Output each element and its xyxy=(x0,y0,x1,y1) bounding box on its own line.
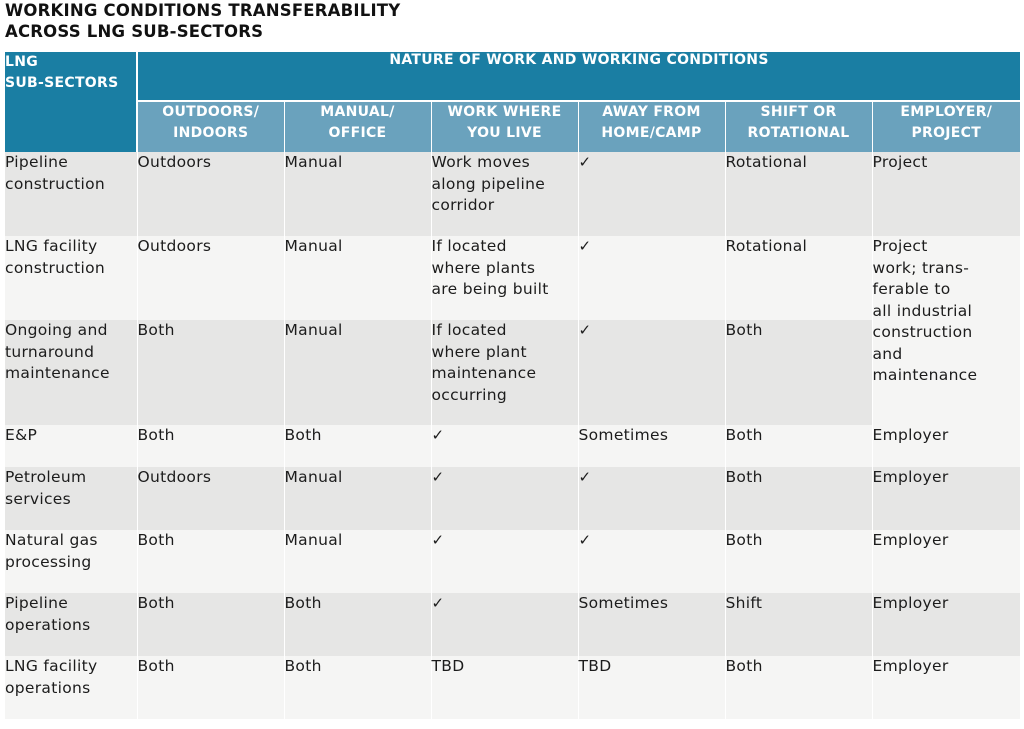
away-cell: ✓ xyxy=(578,152,725,236)
work-where-line: Work moves xyxy=(431,153,531,171)
sector-cell xyxy=(5,152,137,236)
column-header-line: AWAY FROM xyxy=(602,104,701,120)
work-where-cell: ✓ xyxy=(431,425,578,467)
work-where-cell: ✓ xyxy=(431,530,578,593)
outdoors-cell: Both xyxy=(137,320,284,425)
sector-line: LNG facility xyxy=(5,657,98,675)
work-where-line: where plant xyxy=(431,342,527,361)
manual-cell: Manual xyxy=(284,320,431,425)
column-header-line: YOU LIVE xyxy=(467,125,542,141)
away-cell: ✓ xyxy=(578,467,725,530)
employer-line: maintenance xyxy=(872,366,978,384)
column-header-line: EMPLOYER/ xyxy=(900,104,993,120)
sector-line: construction xyxy=(5,174,105,193)
column-header-line: PROJECT xyxy=(911,125,982,141)
work-where-cell: ✓ xyxy=(431,593,578,656)
title-line-2: ACROSS LNG SUB-SECTORS xyxy=(5,22,264,41)
sector-cell xyxy=(5,593,137,656)
employer-line: construction xyxy=(872,323,973,341)
employer-cell: Employer xyxy=(872,656,1020,719)
outdoors-cell: Outdoors xyxy=(137,152,284,236)
column-header-line: HOME/CAMP xyxy=(601,125,702,141)
sector-cell xyxy=(5,236,137,320)
shift-cell: Shift xyxy=(725,593,872,656)
column-header-line: ROTATIONAL xyxy=(747,125,850,141)
manual-cell: Manual xyxy=(284,152,431,236)
table-row xyxy=(5,236,1020,320)
away-cell: ✓ xyxy=(578,530,725,593)
manual-cell: Both xyxy=(284,425,431,467)
sector-line: Ongoing and xyxy=(5,321,108,339)
work-where-cell: ✓ xyxy=(431,467,578,530)
employer-line: work; trans- xyxy=(872,258,970,277)
sector-cell xyxy=(5,467,137,530)
away-cell: TBD xyxy=(578,656,725,719)
work-where-line: If located xyxy=(431,237,507,255)
work-where-cell xyxy=(431,320,578,425)
column-header-line: OUTDOORS/ xyxy=(162,104,260,120)
sector-line: operations xyxy=(5,678,91,697)
column-header-line: SHIFT OR xyxy=(760,104,837,120)
outdoors-cell: Both xyxy=(137,530,284,593)
away-cell: Sometimes xyxy=(578,593,725,656)
work-where-cell xyxy=(431,236,578,320)
sector-line: maintenance xyxy=(5,364,110,382)
manual-cell: Both xyxy=(284,593,431,656)
column-header-shift xyxy=(725,101,872,152)
table-row xyxy=(5,320,1020,425)
outdoors-cell: Outdoors xyxy=(137,236,284,320)
manual-cell: Manual xyxy=(284,467,431,530)
employer-line: and xyxy=(872,344,903,363)
shift-cell: Both xyxy=(725,530,872,593)
table-row xyxy=(5,152,1020,236)
work-where-cell: TBD xyxy=(431,656,578,719)
sector-line: construction xyxy=(5,258,105,277)
table-row xyxy=(5,530,1020,593)
sector-line: Natural gas xyxy=(5,531,98,549)
employer-cell: Employer xyxy=(872,593,1020,656)
away-cell: ✓ xyxy=(578,236,725,320)
column-header-line: WORK WHERE xyxy=(447,104,562,120)
table-row xyxy=(5,425,1020,467)
work-where-line: maintenance xyxy=(431,364,537,382)
work-where-cell xyxy=(431,152,578,236)
employer-line: all industrial xyxy=(872,301,973,320)
employer-line: Project xyxy=(872,237,928,255)
column-header-outdoors xyxy=(137,101,284,152)
shift-cell: Rotational xyxy=(725,152,872,236)
column-header-line: OFFICE xyxy=(328,125,387,141)
page-title xyxy=(5,0,400,42)
work-where-line: where plants xyxy=(431,258,536,277)
corner-line-2: SUB-SECTORS xyxy=(5,75,119,91)
shift-cell: Both xyxy=(725,467,872,530)
title-line-1: WORKING CONDITIONS TRANSFERABILITY xyxy=(5,1,401,20)
shift-cell: Both xyxy=(725,425,872,467)
shift-cell: Rotational xyxy=(725,236,872,320)
table-row xyxy=(5,467,1020,530)
sub-sectors-header xyxy=(5,52,137,152)
sector-line: processing xyxy=(5,552,92,571)
away-cell: ✓ xyxy=(578,320,725,425)
outdoors-cell: Outdoors xyxy=(137,467,284,530)
sector-cell: E&P xyxy=(5,425,137,467)
employer-cell: Employer xyxy=(872,530,1020,593)
working-conditions-table xyxy=(5,52,1021,719)
sector-cell xyxy=(5,320,137,425)
outdoors-cell: Both xyxy=(137,593,284,656)
sector-line: LNG facility xyxy=(5,237,98,255)
manual-cell: Both xyxy=(284,656,431,719)
employer-cell: Project xyxy=(872,152,1020,236)
sector-line: turnaround xyxy=(5,342,95,361)
table-row xyxy=(5,593,1020,656)
sector-line: Pipeline xyxy=(5,153,69,171)
work-where-line: along pipeline xyxy=(431,174,546,193)
manual-cell: Manual xyxy=(284,236,431,320)
outdoors-cell: Both xyxy=(137,425,284,467)
sector-cell xyxy=(5,656,137,719)
shift-cell: Both xyxy=(725,320,872,425)
sector-line: services xyxy=(5,489,71,508)
sector-line: Pipeline xyxy=(5,594,69,612)
nature-of-work-header: NATURE OF WORK AND WORKING CONDITIONS xyxy=(137,52,1020,101)
employer-line: ferable to xyxy=(872,280,951,298)
work-where-line: occurring xyxy=(431,385,507,404)
away-cell: Sometimes xyxy=(578,425,725,467)
column-header-line: MANUAL/ xyxy=(320,104,395,120)
outdoors-cell: Both xyxy=(137,656,284,719)
sector-line: Petroleum xyxy=(5,468,87,486)
work-where-line: If located xyxy=(431,321,507,339)
employer-cell: Employer xyxy=(872,425,1020,467)
employer-cell: Employer xyxy=(872,467,1020,530)
column-header-manual xyxy=(284,101,431,152)
manual-cell: Manual xyxy=(284,530,431,593)
column-header-line: INDOORS xyxy=(173,125,249,141)
employer-cell xyxy=(872,236,1020,425)
table-row xyxy=(5,656,1020,719)
sector-cell xyxy=(5,530,137,593)
corner-line-1: LNG xyxy=(5,54,39,70)
shift-cell: Both xyxy=(725,656,872,719)
work-where-line: corridor xyxy=(431,196,495,214)
sector-line: operations xyxy=(5,615,91,634)
work-where-line: are being built xyxy=(431,280,549,298)
column-header-away xyxy=(578,101,725,152)
column-header-work-where xyxy=(431,101,578,152)
column-header-employer xyxy=(872,101,1020,152)
